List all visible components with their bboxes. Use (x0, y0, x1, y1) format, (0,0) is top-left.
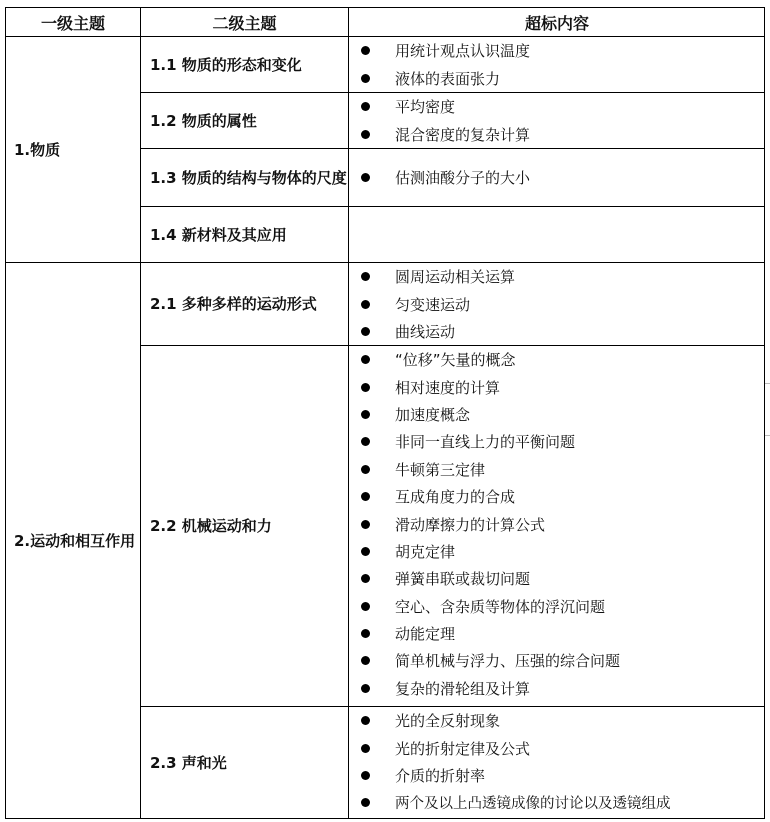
bullet-icon (361, 602, 370, 611)
list-item: 动能定理 (349, 620, 765, 647)
secondary-topic-cell: 1.3 物质的结构与物体的尺度 (150, 168, 347, 187)
secondary-topic-cell: 1.2 物质的属性 (150, 111, 257, 130)
list-item: 复杂的滑轮组及计算 (349, 675, 765, 702)
bullet-icon (361, 410, 370, 419)
bullet-icon (361, 771, 370, 780)
list-item: 非同一直线上力的平衡问题 (349, 428, 765, 455)
header-col-exceeding-content: 超标内容 (349, 8, 765, 37)
bullet-icon (361, 102, 370, 111)
content-cell (349, 346, 765, 706)
list-item: 两个及以上凸透镜成像的讨论以及透镜组成 (349, 789, 765, 816)
bullet-icon (361, 629, 370, 638)
bullet-icon (361, 74, 370, 83)
list-item: 混合密度的复杂计算 (349, 120, 765, 147)
list-item: 简单机械与浮力、压强的综合问题 (349, 647, 765, 674)
list-item: 匀变速运动 (349, 290, 765, 317)
secondary-topic-cell: 2.2 机械运动和力 (150, 517, 272, 535)
bullet-icon (361, 272, 370, 281)
bullet-icon (361, 744, 370, 753)
content-cell (349, 263, 765, 345)
content-cell (349, 93, 765, 148)
content-cell (349, 37, 765, 92)
list-item: 估测油酸分子的大小 (349, 164, 530, 191)
syllabus-table (5, 7, 765, 819)
primary-topic-cell: 2.运动和相互作用 (14, 531, 136, 550)
list-item: 胡克定律 (349, 538, 765, 565)
bullet-icon (361, 465, 370, 474)
list-item: 互成角度力的合成 (349, 483, 765, 510)
bullet-icon (361, 130, 370, 139)
bullet-icon (361, 173, 370, 182)
list-item: 滑动摩擦力的计算公式 (349, 510, 765, 537)
bullet-icon (361, 574, 370, 583)
bullet-icon (361, 327, 370, 336)
edge-mark (765, 383, 770, 384)
bullet-icon (361, 656, 370, 665)
bullet-icon (361, 46, 370, 55)
list-item: 光的折射定律及公式 (349, 734, 765, 761)
secondary-topic-cell: 2.3 声和光 (150, 753, 227, 772)
secondary-topic-cell: 1.4 新材料及其应用 (150, 225, 287, 244)
list-item: 平均密度 (349, 93, 765, 120)
bullet-icon (361, 383, 370, 392)
bullet-icon (361, 355, 370, 364)
list-item: 空心、含杂质等物体的浮沉问题 (349, 593, 765, 620)
edge-mark (765, 435, 770, 436)
primary-topic-cell: 1.物质 (14, 140, 61, 159)
list-item: 圆周运动相关运算 (349, 263, 765, 290)
bullet-icon (361, 492, 370, 501)
bullet-icon (361, 547, 370, 556)
bullet-icon (361, 520, 370, 529)
list-item: 牛顿第三定律 (349, 456, 765, 483)
header-col-secondary-topic: 二级主题 (141, 8, 348, 37)
list-item: 加速度概念 (349, 401, 765, 428)
bullet-icon (361, 437, 370, 446)
bullet-icon (361, 684, 370, 693)
content-cell (349, 149, 765, 206)
list-item: 相对速度的计算 (349, 373, 765, 400)
list-item: 弹簧串联或裁切问题 (349, 565, 765, 592)
list-item: 液体的表面张力 (349, 64, 765, 91)
list-item: 曲线运动 (349, 318, 765, 345)
list-item: 光的全反射现象 (349, 707, 765, 734)
content-cell (349, 707, 765, 818)
list-item: 用统计观点认识温度 (349, 37, 765, 64)
list-item: 介质的折射率 (349, 762, 765, 789)
header-col-primary-topic: 一级主题 (6, 8, 140, 37)
secondary-topic-cell: 2.1 多种多样的运动形式 (150, 295, 317, 313)
content-cell-empty (349, 207, 765, 262)
bullet-icon (361, 300, 370, 309)
list-item: “位移”矢量的概念 (349, 346, 765, 373)
secondary-topic-cell: 1.1 物质的形态和变化 (150, 55, 302, 74)
bullet-icon (361, 716, 370, 725)
bullet-icon (361, 798, 370, 807)
